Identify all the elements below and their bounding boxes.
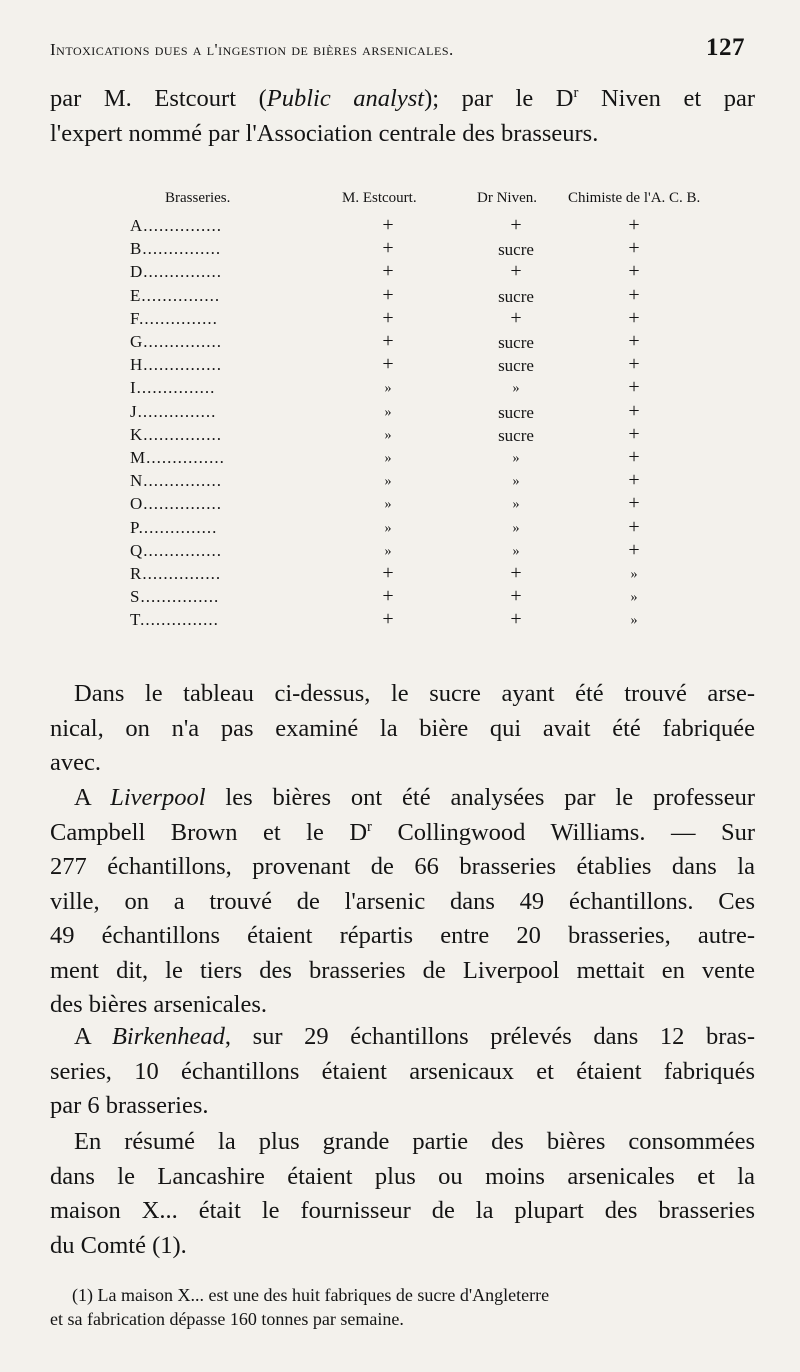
estcourt-cell: +: [382, 330, 394, 352]
chimiste-cell: +: [628, 538, 640, 561]
paragraph-sucre: [50, 677, 755, 781]
estcourt-cell: »: [384, 497, 392, 513]
niven-cell: +: [510, 585, 522, 608]
text-line: nical, on n'a pas examiné la bière qui avait été fabriquée: [50, 714, 755, 742]
footnote-line: (1) La maison X... est une des huit fabriques de sucre d'Angleterre: [72, 1285, 550, 1305]
chimiste-cell: +: [628, 469, 640, 492]
paragraph-resume: [50, 1125, 755, 1263]
table-row: [50, 378, 770, 401]
estcourt-cell: +: [382, 306, 394, 329]
estcourt-cell: +: [382, 585, 394, 608]
estcourt-cell: »: [384, 543, 392, 559]
text-line: ment dit, le tiers des brasseries de Liverpool mettait en vente: [50, 956, 755, 984]
brewery-cell: E...............: [130, 285, 221, 305]
intro-line-1: par M. Estcourt (Public analyst); par le $D^r$ Niven et par: [50, 84, 755, 112]
intro-line-2: l'expert nommé par l'Association centrale des brasseurs.: [50, 119, 599, 147]
niven-cell: »: [512, 543, 520, 559]
text-line: A Birkenhead, sur 29 échantillons prélevés dans 12 bras-: [74, 1023, 755, 1050]
chimiste-cell: »: [630, 613, 638, 629]
niven-cell: sucre: [498, 425, 534, 445]
text-line: ville, on a trouvé de l'arsenic dans 49 échantillons. Ces: [50, 887, 755, 915]
niven-cell: »: [512, 474, 520, 490]
estcourt-cell: »: [384, 520, 392, 536]
table-row: [50, 399, 770, 425]
estcourt-cell: »: [384, 427, 392, 443]
table-row: [50, 471, 770, 494]
text-line: 277 échantillons, provenant de 66 brasseries établies dans la: [50, 853, 755, 880]
chimiste-cell: +: [628, 492, 640, 515]
table-row: [50, 564, 770, 587]
intro-paragraph: [50, 82, 755, 151]
chimiste-cell: +: [628, 214, 640, 236]
header-chimiste: Chimiste de l'A. C. B.: [568, 190, 701, 206]
brewery-cell: H...............: [130, 355, 223, 375]
table-row: [50, 216, 770, 239]
text-line: dans le Lancashire étaient plus ou moins arsenicales et la: [50, 1162, 755, 1190]
text-line: En résumé la plus grande partie des bières consommées: [74, 1128, 755, 1155]
table-row: [50, 538, 770, 564]
estcourt-cell: »: [384, 404, 392, 420]
niven-cell: +: [510, 562, 522, 584]
chimiste-cell: +: [628, 353, 640, 376]
running-title: Intoxications dues a l'ingestion de bières arsenicales.: [50, 40, 454, 59]
brewery-cell: K...............: [130, 424, 223, 444]
text-line: series, 10 échantillons étaient arsenicaux et étaient fabriqués: [50, 1057, 755, 1085]
text-line: des bières arsenicales.: [50, 991, 267, 1018]
estcourt-cell: +: [382, 237, 394, 260]
brewery-cell: F...............: [130, 308, 218, 328]
table-row: [50, 448, 770, 471]
text-line: 49 échantillons étaient répartis entre 20 brasseries, autre-: [50, 922, 755, 949]
table-row: [50, 262, 770, 285]
text-line: Dans le tableau ci-dessus, le sucre ayant été trouvé arse-: [74, 680, 755, 707]
niven-cell: sucre: [498, 240, 534, 260]
estcourt-cell: +: [382, 260, 394, 283]
estcourt-cell: »: [384, 451, 392, 466]
chimiste-cell: +: [628, 237, 640, 260]
chimiste-cell: »: [630, 590, 638, 606]
chimiste-cell: +: [628, 515, 640, 538]
header-brasseries: Brasseries.: [165, 190, 231, 206]
table-row: [50, 422, 770, 448]
table-row: [50, 515, 770, 541]
footnote-line: et sa fabrication dépasse 160 tonnes par semaine.: [50, 1309, 404, 1329]
estcourt-cell: +: [382, 562, 394, 584]
niven-cell: »: [512, 381, 520, 397]
page-number: 127: [706, 34, 745, 61]
brewery-cell: J...............: [130, 401, 217, 421]
text-line: avec.: [50, 749, 101, 776]
paragraph-birkenhead: [50, 1020, 755, 1124]
header-estcourt: M. Estcourt.: [342, 190, 417, 206]
estcourt-cell: »: [384, 474, 392, 490]
niven-cell: sucre: [498, 333, 534, 352]
niven-cell: +: [510, 608, 522, 631]
estcourt-cell: +: [382, 353, 394, 376]
niven-cell: +: [510, 260, 522, 283]
chimiste-cell: +: [628, 283, 640, 306]
estcourt-cell: +: [382, 283, 394, 306]
chimiste-cell: +: [628, 330, 640, 352]
running-header: [50, 34, 745, 61]
footnote: [50, 1283, 755, 1331]
table-row: [50, 332, 770, 355]
chimiste-cell: +: [628, 376, 640, 399]
niven-cell: +: [510, 214, 522, 236]
brewery-cell: N...............: [130, 471, 223, 491]
table-row: [50, 239, 770, 262]
brewery-cell: T...............: [130, 610, 219, 630]
brewery-cell: O...............: [130, 494, 223, 514]
brewery-cell: G...............: [130, 332, 223, 351]
table-row: [50, 494, 770, 517]
brewery-cell: S...............: [130, 587, 220, 607]
chimiste-cell: +: [628, 260, 640, 283]
niven-cell: sucre: [498, 356, 534, 376]
table-row: [50, 610, 770, 633]
brewery-cell: M...............: [130, 448, 225, 467]
text-line: Campbell Brown et le $D^r$ Collingwood Williams. — Sur: [50, 818, 755, 846]
estcourt-cell: +: [382, 608, 394, 631]
estcourt-cell: +: [382, 214, 394, 236]
header-niven: Dr Niven.: [477, 190, 537, 206]
table-row: [50, 355, 770, 378]
niven-cell: sucre: [498, 286, 534, 306]
paragraph-liverpool: [50, 781, 755, 1023]
niven-cell: »: [512, 451, 520, 466]
niven-cell: +: [510, 306, 522, 329]
estcourt-cell: »: [384, 381, 392, 397]
chimiste-cell: +: [628, 399, 640, 422]
niven-cell: sucre: [498, 402, 534, 422]
table-row: [50, 283, 770, 309]
brewery-cell: D...............: [130, 262, 223, 282]
text-line: par 6 brasseries.: [50, 1092, 209, 1119]
brewery-cell: R...............: [130, 564, 222, 583]
table-row: [50, 306, 770, 332]
chimiste-cell: +: [628, 422, 640, 445]
text-line: du Comté (1).: [50, 1231, 187, 1259]
chimiste-cell: »: [630, 567, 638, 582]
brewery-cell: I...............: [130, 378, 216, 398]
brewery-cell: Q...............: [130, 540, 223, 560]
chimiste-cell: +: [628, 306, 640, 329]
brewery-cell: A...............: [130, 216, 223, 235]
chimiste-cell: +: [628, 446, 640, 468]
brewery-cell: B...............: [130, 239, 222, 259]
table-row: [50, 587, 770, 610]
text-line: A Liverpool les bières ont été analysées par le professeur: [74, 784, 756, 811]
niven-cell: »: [512, 497, 520, 513]
niven-cell: »: [512, 520, 520, 536]
text-line: maison X... était le fournisseur de la plupart des brasseries: [50, 1197, 755, 1224]
brewery-cell: P...............: [130, 517, 218, 537]
